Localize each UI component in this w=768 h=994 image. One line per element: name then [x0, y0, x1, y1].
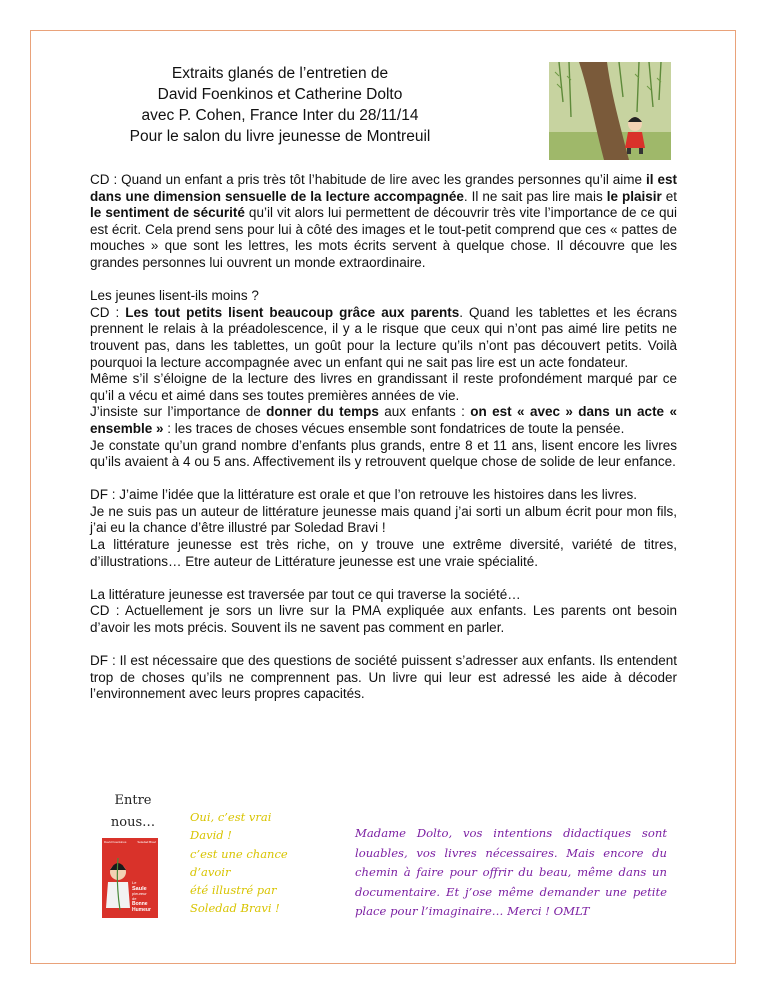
entre-line-2: nous… — [110, 815, 156, 830]
paragraph-jeunes-lisent — [90, 288, 677, 471]
entre-nous-heading — [103, 790, 163, 834]
bold-run: le plaisir — [606, 188, 662, 204]
yellow-note-line: David ! — [190, 828, 232, 843]
bold-run: Les tout petits lisent beaucoup grâce aux parents — [125, 304, 460, 320]
handwritten-yellow-note — [190, 808, 330, 918]
text-run: J’insiste sur l’importance de — [90, 404, 267, 420]
handwritten-purple-note: Madame Dolto, vos intentions didactiques sont louables, vos livres nécessaires. Mais encore du chemin à faire pour offrir du beau, même dans un documentaire. Et j’ose même demander une petite place pour l’imaginaire… Merci ! OMLT — [355, 826, 667, 918]
cover-title-3: pleureur — [132, 891, 147, 896]
cover-title-4: de — [132, 896, 137, 901]
text-run: DF : J’aime l’idée que la littérature est orale et que l’on retrouve les histoires dans les livres. — [90, 487, 638, 503]
text-run: . Quand les tablettes et les écrans prennent le relais à la préadolescence, il y a le risque que ceux qui n’ont pas aimé lire petits ne trouvent pas, dans les tablettes, un goût pour la lecture qu’ils n’ont pas découvert petits. Voilà pourquoi la lecture accompagnée avec un enfant qui ne sait pas lire est un acte fondateur. — [90, 304, 677, 370]
cover-title-1: Le — [132, 880, 137, 885]
book-cover-image — [102, 838, 158, 918]
tree-girl-illustration — [549, 62, 671, 160]
text-run: . Il ne sait pas lire mais — [463, 188, 607, 204]
bold-run: le sentiment de sécurité — [90, 205, 245, 221]
bold-run: on est « avec » dans un acte « ensemble » — [90, 404, 677, 436]
text-run: Je constate qu’un grand nombre d’enfants plus grands, entre 8 et 11 ans, lisent encore les livres qu’ils avaient à 4 ou 5 ans. Affectivement ils y retrouvent quelque chose de solide de leur enfance. — [90, 437, 677, 470]
text-run: Même s’il s’éloigne de la lecture des livres en grandissant il reste profondément marqué par ce qu’il a vécu et aimé dans ses toutes premières années de vie. — [90, 371, 677, 403]
yellow-note-line: c’est une chance — [190, 846, 288, 861]
text-run: CD : Quand un enfant a pris très tôt l’habitude de lire avec les grandes personnes qu’il aime — [90, 172, 647, 187]
cover-illustrator: Soledad Bravi — [137, 840, 156, 844]
text-run: et — [661, 188, 677, 204]
text-run: DF : Il est nécessaire que des questions de société puissent s’adresser aux enfants. Ils entendent trop de choses qu’ils ne comprennent pas. Un livre qui leur est adressé les aide à décoder l’environnement avec leurs propres capacités. — [90, 653, 677, 702]
text-run: qu’il vit alors lui permettent de découvrir très vite l’importance de ce qui est écrit. Cela prend sens pour lui à côté des images et le tout-petit comprend que ces « pattes de mouches » que sont les lettres, les mots écrits servent à quelque chose. Il découvre que les grandes personnes lui ouvrent un monde extraordinaire. — [90, 205, 677, 270]
text-run: aux enfants : — [378, 404, 471, 420]
title-line-2: David Foenkinos et Catherine Dolto — [157, 86, 403, 103]
text-run: La littérature jeunesse est traversée par tout ce qui traverse la société… — [90, 586, 521, 602]
yellow-note-line: d’avoir — [190, 864, 231, 879]
paragraph-cd-intro — [90, 172, 677, 272]
question-line: Les jeunes lisent-ils moins ? — [90, 288, 259, 304]
yellow-note-line: été illustré par — [190, 883, 277, 898]
text-run: CD : Actuellement je sors un livre sur la PMA expliquée aux enfants. Les parents ont besoin d’avoir les mots précis. Souvent ils ne savent pas comment en parler. — [90, 603, 677, 636]
entre-line-1: Entre — [114, 793, 152, 808]
text-run: La littérature jeunesse est très riche, on y trouve une extrême diversité, variété de titres, d’illustrations… Etre auteur de Littérature jeunesse est une vraie spécialité. — [90, 537, 677, 569]
document-title — [100, 63, 460, 147]
text-run: CD : — [90, 304, 126, 320]
title-line-1: Extraits glanés de l’entretien de — [171, 65, 389, 82]
paragraph-societe — [90, 587, 677, 637]
title-line-4: Pour le salon du livre jeunesse de Montreuil — [129, 128, 431, 145]
title-line-3: avec P. Cohen, France Inter du 28/11/14 — [141, 107, 419, 124]
interview-text — [90, 172, 677, 720]
yellow-note-line: Soledad Bravi ! — [190, 901, 280, 916]
yellow-note-line: Oui, c’est vrai — [190, 810, 272, 824]
paragraph-df-litterature — [90, 487, 677, 570]
cover-title-2: Saule — [132, 886, 147, 892]
bold-run: donner du temps — [266, 404, 379, 420]
cover-title-6: Humeur — [132, 907, 151, 913]
text-run: : les traces de choses vécues ensemble sont fondatrices de toute la pensée. — [163, 420, 625, 436]
text-run: Je ne suis pas un auteur de littérature jeunesse mais quand j’ai sorti un album écrit pour mon fils, j’ai eu la chance d’être illustré par Soledad Bravi ! — [90, 503, 677, 536]
cover-author: David Foenkinos — [104, 840, 127, 844]
bold-run: il est dans une dimension sensuelle de la lecture accompagnée — [90, 172, 677, 204]
cover-title-5: Bonne — [132, 901, 148, 907]
paragraph-df-questions — [90, 653, 677, 703]
